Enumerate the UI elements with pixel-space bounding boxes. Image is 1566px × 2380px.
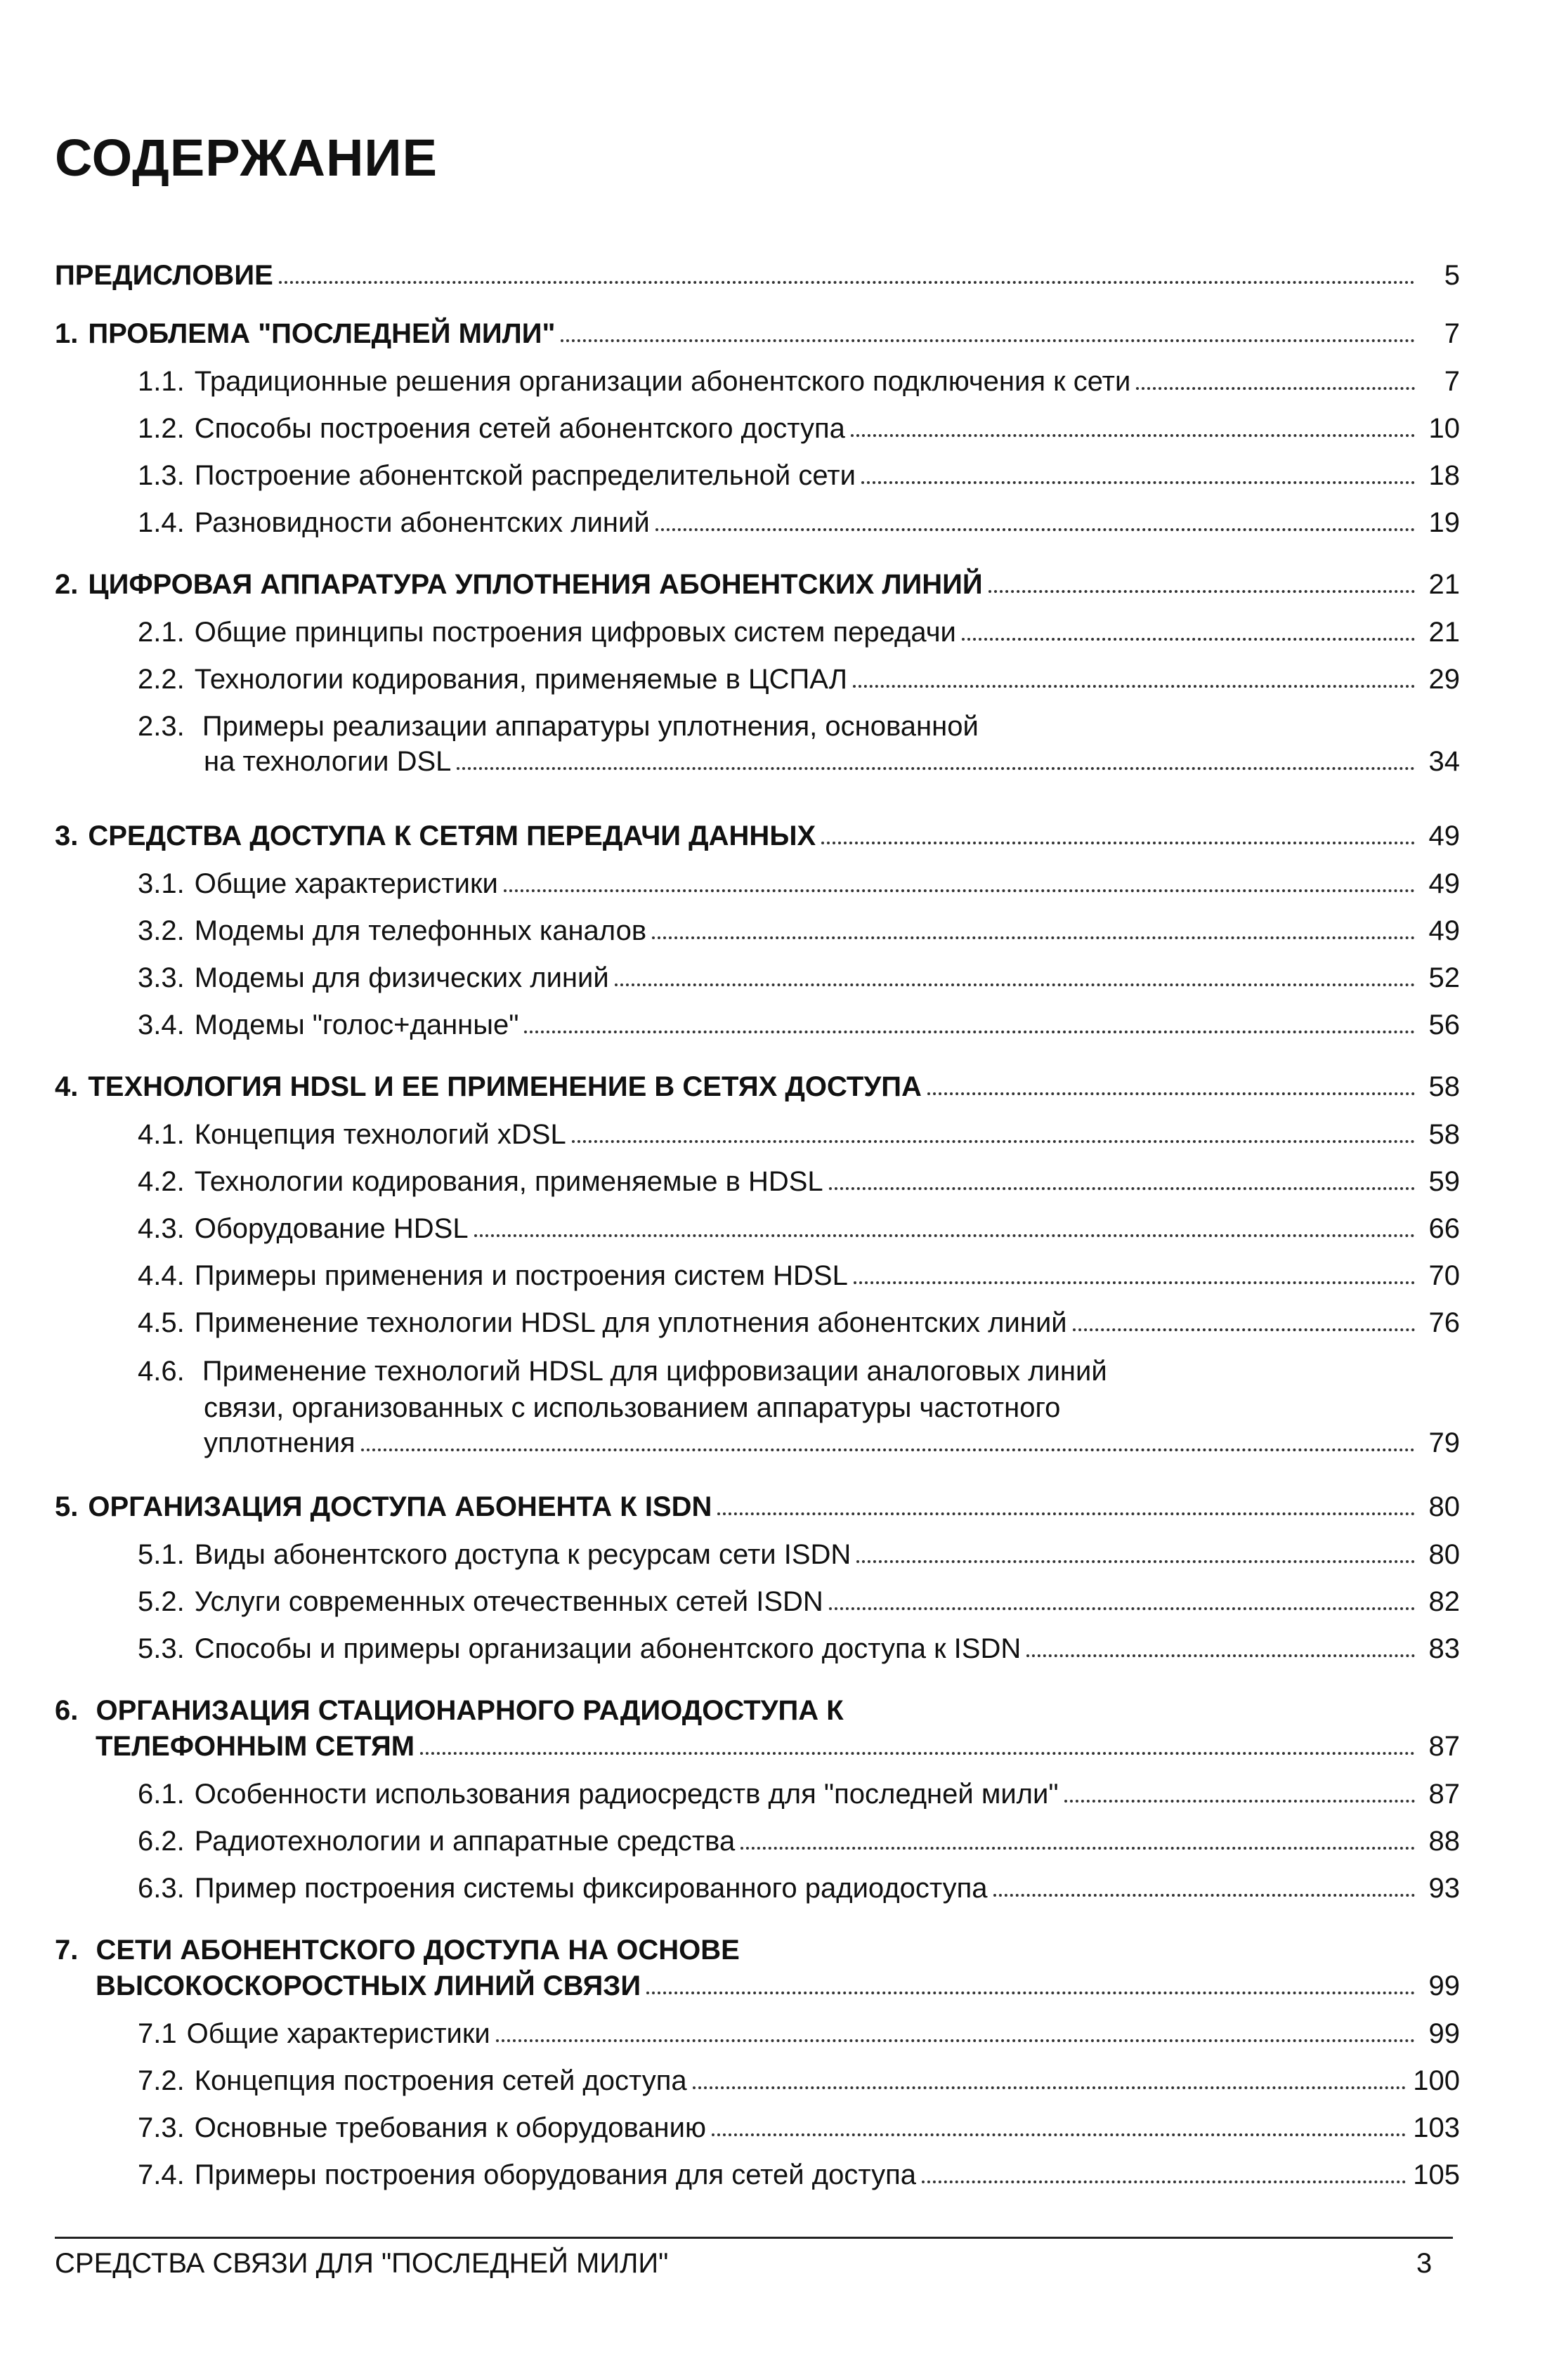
dot-leader [524, 1031, 1415, 1033]
toc-page: 100 [1413, 2065, 1460, 2096]
toc-label: Применение технологии HDSL для уплотнения абонентских линий [194, 1307, 1067, 1338]
toc-number: 4.4. [138, 1260, 185, 1291]
dot-leader [474, 1234, 1415, 1237]
toc-number: 1. [55, 318, 79, 349]
toc-section-4-6[interactable] [204, 1429, 1460, 1457]
toc-label: ПРЕДИСЛОВИЕ [55, 260, 273, 291]
toc-number: 5.3. [138, 1633, 185, 1664]
dot-leader [1073, 1328, 1415, 1331]
toc-chapter-1[interactable] [55, 320, 1460, 348]
toc-section-4-5[interactable] [138, 1309, 1460, 1337]
dot-leader [988, 590, 1415, 593]
toc-page: 19 [1428, 507, 1460, 538]
toc-number: 2. [55, 569, 79, 600]
toc-label: ЦИФРОВАЯ АППАРАТУРА УПЛОТНЕНИЯ АБОНЕНТСКИХ ЛИНИЙ [88, 569, 983, 600]
toc-label: ОРГАНИЗАЦИЯ СТАЦИОНАРНОГО РАДИОДОСТУПА К [96, 1695, 844, 1726]
dot-leader [829, 1187, 1415, 1190]
toc-number: 2.3. [138, 711, 185, 742]
toc-number: 6.1. [138, 1779, 185, 1810]
toc-label: СРЕДСТВА ДОСТУПА К СЕТЯМ ПЕРЕДАЧИ ДАННЫХ [88, 820, 816, 851]
toc-number: 2.1. [138, 617, 185, 648]
toc-number: 1.2. [138, 413, 185, 444]
toc-page: 76 [1428, 1307, 1460, 1338]
dot-leader [615, 983, 1415, 986]
toc-section-3-2[interactable] [138, 917, 1460, 945]
toc-number: 3.2. [138, 915, 185, 946]
toc-number: 4.6. [138, 1356, 185, 1387]
toc-chapter-7-line1[interactable] [55, 1936, 740, 1964]
toc-label: Модемы для физических линий [194, 962, 609, 993]
dot-leader [504, 889, 1415, 892]
toc-chapter-5[interactable] [55, 1493, 1460, 1521]
toc-section-4-1[interactable] [138, 1120, 1460, 1149]
dot-leader [829, 1607, 1415, 1610]
toc-number: 1.3. [138, 460, 185, 491]
toc-page: 52 [1428, 962, 1460, 993]
toc-page: 34 [1428, 746, 1460, 777]
toc-section-3-4[interactable] [138, 1011, 1460, 1039]
dot-leader [572, 1140, 1415, 1143]
dot-leader [1136, 387, 1415, 390]
toc-page: 56 [1428, 1009, 1460, 1040]
toc-page: 49 [1428, 868, 1460, 899]
dot-leader [561, 339, 1415, 342]
toc-section-4-6-line2 [204, 1394, 1060, 1422]
toc-section-6-1[interactable] [138, 1780, 1460, 1808]
dot-leader [1026, 1654, 1415, 1657]
toc-page: 99 [1428, 1970, 1460, 2001]
toc-label: Пример построения системы фиксированного радиодоступа [194, 1873, 988, 1904]
toc-number: 5.1. [138, 1539, 185, 1570]
dot-leader [457, 767, 1415, 770]
toc-label: Общие характеристики [194, 868, 498, 899]
dot-leader [1064, 1800, 1415, 1803]
toc-label: Технологии кодирования, применяемые в HDSL [194, 1166, 823, 1197]
toc-section-7-3[interactable] [138, 2114, 1460, 2142]
toc-page: 80 [1428, 1491, 1460, 1522]
toc-section-4-3[interactable] [138, 1215, 1460, 1243]
toc-section-2-1[interactable] [138, 618, 1460, 646]
toc-page: 10 [1428, 413, 1460, 444]
toc-section-1-2[interactable] [138, 414, 1460, 443]
toc-page: 87 [1428, 1731, 1460, 1762]
toc-number: 7.1 [138, 2018, 177, 2049]
toc-page: 99 [1428, 2018, 1460, 2049]
toc-section-1-1[interactable] [138, 367, 1460, 395]
toc-chapter-4[interactable] [55, 1073, 1460, 1101]
toc-section-7-2[interactable] [138, 2067, 1460, 2095]
toc-page: 7 [1444, 318, 1460, 349]
toc-label: Особенности использования радиосредств для "последней мили" [194, 1779, 1059, 1810]
toc-chapter-2[interactable] [55, 570, 1460, 599]
toc-label: СЕТИ АБОНЕНТСКОГО ДОСТУПА НА ОСНОВЕ [96, 1935, 740, 1966]
toc-label: Оборудование HDSL [194, 1213, 469, 1244]
toc-label: ОРГАНИЗАЦИЯ ДОСТУПА АБОНЕНТА К ISDN [88, 1491, 712, 1522]
toc-number: 7.2. [138, 2065, 185, 2096]
dot-leader [693, 2086, 1407, 2089]
toc-number: 4.5. [138, 1307, 185, 1338]
toc-page: 49 [1428, 915, 1460, 946]
dot-leader [993, 1894, 1415, 1897]
toc-number: 4.1. [138, 1119, 185, 1150]
toc-label: Примеры реализации аппаратуры уплотнения, основанной [202, 711, 979, 742]
toc-chapter-7[interactable] [96, 1972, 1460, 2000]
toc-label: Радиотехнологии и аппаратные средства [194, 1826, 736, 1857]
toc-section-3-1[interactable] [138, 870, 1460, 898]
toc-label: Применение технологий HDSL для цифровизации аналоговых линий [202, 1356, 1107, 1387]
toc-label: Примеры применения и построения систем HDSL [194, 1260, 848, 1291]
toc-label: ВЫСОКОСКОРОСТНЫХ ЛИНИЙ СВЯЗИ [96, 1970, 641, 2001]
footer-page-number: 3 [1416, 2248, 1433, 2279]
toc-section-6-2[interactable] [138, 1827, 1460, 1855]
toc-label: Концепция построения сетей доступа [194, 2065, 687, 2096]
toc-page: 105 [1413, 2159, 1460, 2190]
toc-number: 7.4. [138, 2159, 185, 2190]
dot-leader [856, 1560, 1415, 1563]
dot-leader [496, 2039, 1415, 2042]
dot-leader [646, 1992, 1415, 1994]
toc-page: 80 [1428, 1539, 1460, 1570]
toc-label: ТЕЛЕФОННЫМ СЕТЯМ [96, 1731, 415, 1762]
toc-number: 6.3. [138, 1873, 185, 1904]
toc-label: Примеры построения оборудования для сетей доступа [194, 2159, 917, 2190]
toc-section-5-1[interactable] [138, 1541, 1460, 1569]
toc-section-4-4[interactable] [138, 1262, 1460, 1290]
toc-number: 7.3. [138, 2112, 185, 2143]
dot-leader [962, 638, 1415, 641]
dot-leader [279, 281, 1415, 284]
toc-page: 29 [1428, 664, 1460, 695]
toc-page: 70 [1428, 1260, 1460, 1291]
page-title: СОДЕРЖАНИЕ [55, 129, 438, 187]
dot-leader [927, 1092, 1415, 1095]
toc-page: 59 [1428, 1166, 1460, 1197]
toc-section-2-3-line1[interactable] [138, 712, 979, 740]
toc-page: 7 [1444, 366, 1460, 397]
dot-leader [717, 1512, 1415, 1515]
footer-divider [55, 2237, 1453, 2239]
toc-number: 3.1. [138, 868, 185, 899]
toc-number: 5. [55, 1491, 79, 1522]
toc-chapter-6[interactable] [96, 1732, 1460, 1760]
dot-leader [740, 1847, 1415, 1850]
toc-label: ПРОБЛЕМА "ПОСЛЕДНЕЙ МИЛИ" [88, 318, 556, 349]
dot-leader [712, 2133, 1406, 2136]
toc-page: 93 [1428, 1873, 1460, 1904]
toc-page: 21 [1428, 569, 1460, 600]
dot-leader [420, 1752, 1415, 1755]
toc-number: 4. [55, 1071, 79, 1102]
toc-label: связи, организованных с использованием аппаратуры частотного [204, 1392, 1061, 1423]
toc-section-6-3[interactable] [138, 1874, 1460, 1902]
toc-number: 6.2. [138, 1826, 185, 1857]
toc-page: 83 [1428, 1633, 1460, 1664]
dot-leader [361, 1449, 1415, 1451]
toc-page: 87 [1428, 1779, 1460, 1810]
toc-page: 21 [1428, 617, 1460, 648]
toc-page: 5 [1444, 260, 1460, 291]
dot-leader [853, 685, 1415, 688]
toc-label: Разновидности абонентских линий [194, 507, 650, 538]
dot-leader [655, 528, 1415, 531]
dot-leader [851, 434, 1415, 437]
toc-page: 58 [1428, 1071, 1460, 1102]
toc-label: на технологии DSL [204, 746, 452, 777]
toc-page: 18 [1428, 460, 1460, 491]
toc-label: Способы построения сетей абонентского доступа [194, 413, 845, 444]
toc-page: 49 [1428, 820, 1460, 851]
toc-number: 4.3. [138, 1213, 185, 1244]
toc-label: Традиционные решения организации абонентского подключения к сети [194, 366, 1131, 397]
toc-number: 6. [55, 1695, 79, 1726]
toc-section-7-4[interactable] [138, 2161, 1460, 2189]
toc-label: Модемы "голос+данные" [194, 1009, 519, 1040]
toc-label: Услуги современных отечественных сетей ISDN [194, 1586, 823, 1617]
toc-page: 66 [1428, 1213, 1460, 1244]
toc-number: 2.2. [138, 664, 185, 695]
toc-page: 58 [1428, 1119, 1460, 1150]
toc-section-2-2[interactable] [138, 665, 1460, 693]
dot-leader [821, 842, 1415, 844]
dot-leader [652, 936, 1415, 939]
toc-chapter-6-line1[interactable] [55, 1696, 844, 1725]
toc-label: Способы и примеры организации абонентского доступа к ISDN [194, 1633, 1022, 1664]
toc-label: Технологии кодирования, применяемые в ЦСПАЛ [194, 664, 848, 695]
toc-label: Основные требования к оборудованию [194, 2112, 706, 2143]
dot-leader [922, 2180, 1406, 2183]
toc-label: Модемы для телефонных каналов [194, 915, 647, 946]
toc-label: Виды абонентского доступа к ресурсам сети ISDN [194, 1539, 851, 1570]
toc-number: 5.2. [138, 1586, 185, 1617]
dot-leader [861, 481, 1415, 484]
toc-page: 82 [1428, 1586, 1460, 1617]
dot-leader [854, 1281, 1415, 1284]
toc-entry-preface[interactable] [55, 261, 1460, 289]
footer-book-title: СРЕДСТВА СВЯЗИ ДЛЯ "ПОСЛЕДНЕЙ МИЛИ" [55, 2248, 669, 2279]
toc-section-4-6-line1[interactable] [138, 1357, 1107, 1385]
toc-section-5-2[interactable] [138, 1588, 1460, 1616]
toc-section-2-3[interactable] [204, 747, 1460, 776]
toc-number: 3.4. [138, 1009, 185, 1040]
toc-label: уплотнения [204, 1427, 355, 1458]
toc-label: Концепция технологий xDSL [194, 1119, 566, 1150]
toc-section-1-4[interactable] [138, 509, 1460, 537]
toc-number: 1.4. [138, 507, 185, 538]
toc-number: 1.1. [138, 366, 185, 397]
toc-chapter-3[interactable] [55, 822, 1460, 850]
toc-page: 103 [1413, 2112, 1460, 2143]
toc-label: Общие характеристики [186, 2018, 490, 2049]
toc-section-3-3[interactable] [138, 964, 1460, 992]
toc-label: Общие принципы построения цифровых систем передачи [194, 617, 956, 648]
toc-page: 88 [1428, 1826, 1460, 1857]
toc-section-4-2[interactable] [138, 1168, 1460, 1196]
toc-number: 7. [55, 1935, 79, 1966]
toc-section-5-3[interactable] [138, 1635, 1460, 1663]
toc-number: 3.3. [138, 962, 185, 993]
toc-number: 4.2. [138, 1166, 185, 1197]
toc-section-1-3[interactable] [138, 462, 1460, 490]
toc-label: ТЕХНОЛОГИЯ HDSL И ЕЕ ПРИМЕНЕНИЕ В СЕТЯХ ДОСТУПА [88, 1071, 922, 1102]
toc-number: 3. [55, 820, 79, 851]
toc-label: Построение абонентской распределительной сети [194, 460, 856, 491]
toc-page: 79 [1428, 1427, 1460, 1458]
toc-section-7-1[interactable] [138, 2020, 1460, 2048]
